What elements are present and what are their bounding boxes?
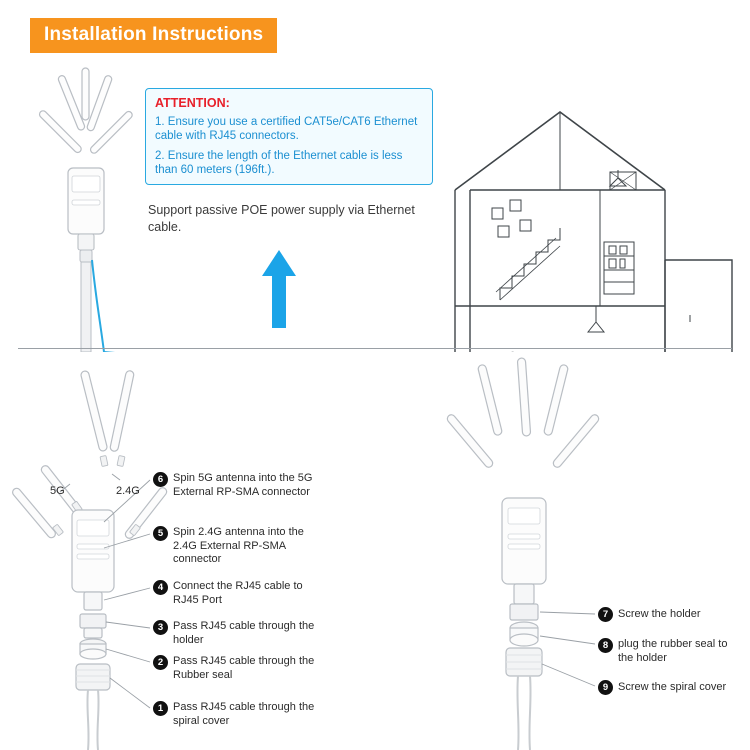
- callout-text-3: Pass RJ45 cable through the holder: [173, 620, 315, 646]
- callout-number-4: 4: [153, 580, 168, 595]
- attention-title: ATTENTION:: [155, 96, 230, 110]
- bottom-illustration: [0, 352, 750, 750]
- attention-item-1: 1. Ensure you use a certified CAT5e/CAT6 Ethernet cable with RJ45 connectors.: [155, 116, 418, 142]
- attention-item-2: 2. Ensure the length of the Ethernet cable is less than 60 meters (196ft.).: [155, 150, 403, 176]
- page-title: Installation Instructions: [30, 18, 277, 53]
- left-device-assembly: [11, 370, 168, 750]
- up-arrow-icon: [262, 250, 296, 328]
- callout-text-5: Spin 2.4G antenna into the 2.4G External RP-SMA connector: [173, 526, 304, 565]
- callout-number-1: 1: [153, 701, 168, 716]
- outdoor-device-top: [38, 68, 134, 352]
- callout-text-2: Pass RJ45 cable through the Rubber seal: [173, 655, 315, 681]
- callout-number-9: 9: [598, 680, 613, 695]
- callout-text-1: Pass RJ45 cable through the spiral cover: [173, 701, 315, 727]
- callout-number-2: 2: [153, 655, 168, 670]
- callout-number-5: 5: [153, 526, 168, 541]
- top-illustration: [0, 60, 750, 352]
- callout-number-6: 6: [153, 472, 168, 487]
- house-illustration: [455, 112, 732, 352]
- callout-text-7: Screw the holder: [618, 608, 701, 620]
- callout-number-8: 8: [598, 638, 613, 653]
- callout-text-8: plug the rubber seal to the holder: [618, 638, 728, 664]
- label-2-4g: 2.4G: [116, 485, 140, 497]
- callout-number-7: 7: [598, 607, 613, 622]
- callout-text-4: Connect the RJ45 cable to RJ45 Port: [173, 580, 303, 606]
- right-device-assembly: [446, 358, 601, 750]
- poe-note: Support passive POE power supply via Ethernet cable.: [148, 203, 415, 234]
- attention-box: [145, 88, 433, 185]
- callout-text-6: Spin 5G antenna into the 5G External RP-SMA connector: [173, 472, 313, 498]
- callout-number-3: 3: [153, 620, 168, 635]
- callout-text-9: Screw the spiral cover: [618, 681, 727, 693]
- label-5g: 5G: [50, 485, 65, 497]
- right-leader-lines: [540, 612, 595, 686]
- ground-divider-line: [18, 348, 732, 349]
